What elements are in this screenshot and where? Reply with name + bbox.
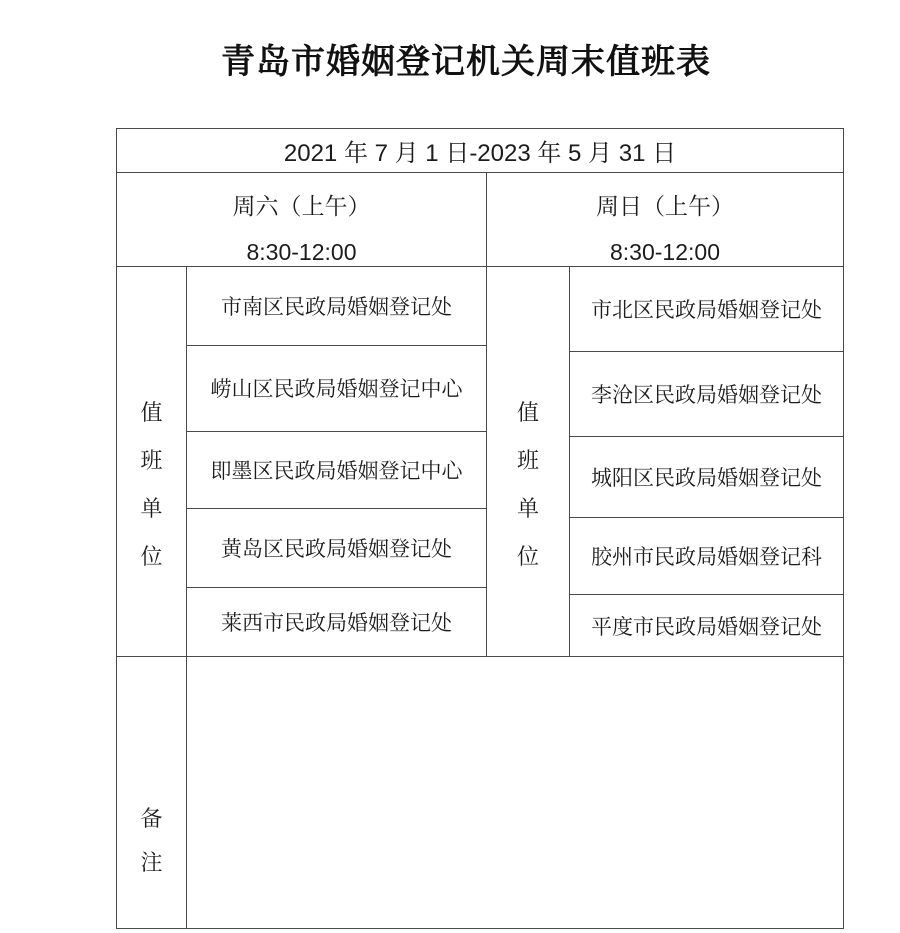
duty-unit-cell: 黄岛区民政局婚姻登记处 <box>187 509 486 588</box>
saturday-units-list <box>187 267 487 656</box>
page-title: 青岛市婚姻登记机关周末值班表 <box>221 43 711 81</box>
date-range-cell <box>117 129 843 173</box>
remarks-content-cell <box>187 657 843 928</box>
duty-schedule-table <box>116 128 844 929</box>
sunday-units-list <box>570 267 843 656</box>
duty-unit-cell: 市南区民政局婚姻登记处 <box>187 267 486 346</box>
day-header-row <box>117 173 843 267</box>
saturday-time: 8:30-12:00 <box>246 238 357 265</box>
remarks-label-cell <box>117 657 187 928</box>
duty-unit-cell: 莱西市民政局婚姻登记处 <box>221 612 452 636</box>
date-range-text: 2021 年 7 月 1 日-2023 年 5 月 31 日 <box>283 140 677 167</box>
sunday-duty-units-label: 值班单位 <box>516 400 539 569</box>
duty-unit-cell: 市北区民政局婚姻登记处 <box>570 267 843 352</box>
duty-unit-cell: 胶州市民政局婚姻登记科 <box>570 518 843 595</box>
saturday-label: 周六（上午） <box>232 192 371 219</box>
saturday-duty-units-label: 值班单位 <box>140 400 163 569</box>
duty-unit-cell: 崂山区民政局婚姻登记中心 <box>187 346 486 432</box>
duty-unit-cell: 平度市民政局婚姻登记处 <box>591 615 822 639</box>
remarks-label: 备注 <box>140 806 163 875</box>
duty-unit-cell: 城阳区民政局婚姻登记处 <box>570 437 843 519</box>
saturday-header-cell <box>117 173 487 266</box>
duty-units-body <box>117 267 843 657</box>
duty-unit-cell: 李沧区民政局婚姻登记处 <box>570 352 843 437</box>
sunday-duty-units-label-cell <box>487 267 570 656</box>
sunday-time: 8:30-12:00 <box>610 238 720 265</box>
saturday-duty-units-label-cell <box>117 267 187 656</box>
sunday-header-cell <box>487 173 843 266</box>
remarks-row <box>117 657 843 928</box>
duty-unit-cell: 即墨区民政局婚姻登记中心 <box>187 432 486 510</box>
sunday-label: 周日（上午） <box>596 192 734 219</box>
